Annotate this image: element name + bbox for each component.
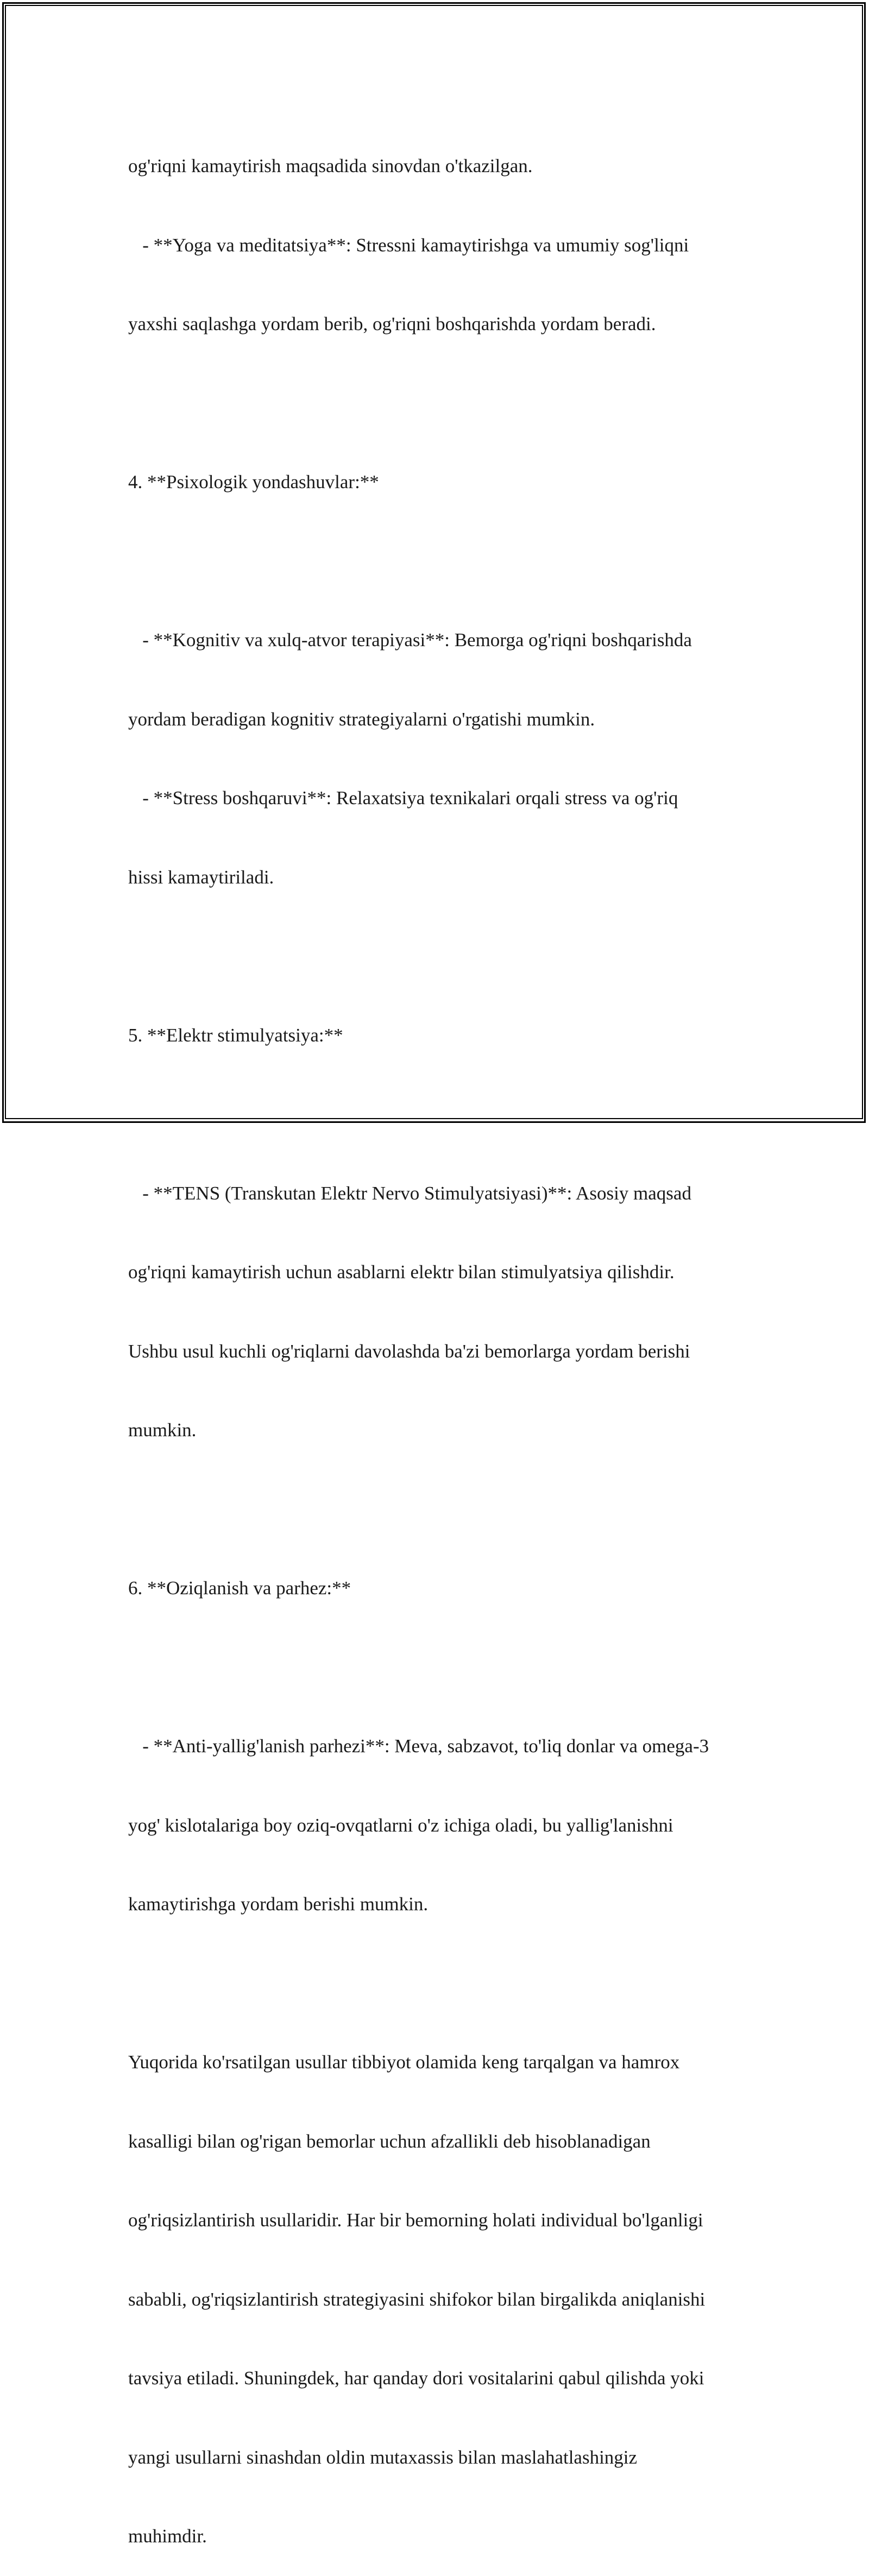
document-body [128, 100, 747, 2576]
blank-line [128, 1497, 747, 1523]
section-heading: 6. **Oziqlanish va parhez:** [128, 1577, 351, 1599]
text-line: yog' kislotalariga boy oziq-ovqatlarni o'z ichiga oladi, bu yallig'lanishni [128, 1814, 673, 1836]
text-line: tavsiya etiladi. Shuningdek, har qanday dori vositalarini qabul qilishda yoki [128, 2367, 704, 2389]
text-line: Yuqorida ko'rsatilgan usullar tibbiyot olamida keng tarqalgan va hamrox [128, 2051, 680, 2073]
text-line: og'riqsizlantirish usullaridir. Har bir bemorning holati individual bo'lganligi [128, 2209, 703, 2231]
text-line: yangi usullarni sinashdan oldin mutaxassis bilan maslahatlashingiz [128, 2446, 638, 2468]
text-line: - **Stress boshqaruvi**: Relaxatsiya texnikalari orqali stress va og'riq [128, 787, 678, 809]
text-line: hissi kamaytiriladi. [128, 866, 274, 888]
text-line: og'riqni kamaytirish uchun asablarni elektr bilan stimulyatsiya qilishdir. [128, 1261, 675, 1283]
text-line: - **Anti-yallig'lanish parhezi**: Meva, sabzavot, to'liq donlar va omega-3 [128, 1735, 709, 1757]
blank-line [128, 1101, 747, 1128]
text-line: kamaytirishga yordam berishi mumkin. [128, 1893, 429, 1915]
text-line: sababli, og'riqsizlantirish strategiyasini shifokor bilan birgalikda aniqlanishi [128, 2288, 706, 2310]
text-line: - **TENS (Transkutan Elektr Nervo Stimulyatsiyasi)**: Asosiy maqsad [128, 1182, 691, 1204]
blank-line [128, 1655, 747, 1681]
text-line: muhimdir. [128, 2526, 207, 2547]
blank-line [128, 390, 747, 417]
text-line: mumkin. [128, 1419, 197, 1441]
section-heading: 4. **Psixologik yondashuvlar:** [128, 471, 379, 493]
text-line: yaxshi saqlashga yordam berib, og'riqni boshqarishda yordam beradi. [128, 313, 656, 334]
text-line: og'riqni kamaytirish maqsadida sinovdan o'tkazilgan. [128, 155, 533, 176]
text-line: - **Yoga va meditatsiya**: Stressni kamaytirishga va umumiy sog'liqni [128, 234, 689, 256]
text-line: yordam beradigan kognitiv strategiyalarni o'rgatishi mumkin. [128, 708, 595, 730]
blank-line [128, 1971, 747, 1997]
blank-line [128, 943, 747, 970]
text-line: Ushbu usul kuchli og'riqlarni davolashda ba'zi bemorlarga yordam berishi [128, 1340, 690, 1362]
text-line: - **Kognitiv va xulq-atvor terapiyasi**: Bemorga og'riqni boshqarishda [128, 629, 692, 651]
section-heading: 5. **Elektr stimulyatsiya:** [128, 1024, 343, 1046]
text-line: kasalligi bilan og'rigan bemorlar uchun afzallikli deb hisoblanadigan [128, 2130, 651, 2152]
blank-line [128, 548, 747, 575]
